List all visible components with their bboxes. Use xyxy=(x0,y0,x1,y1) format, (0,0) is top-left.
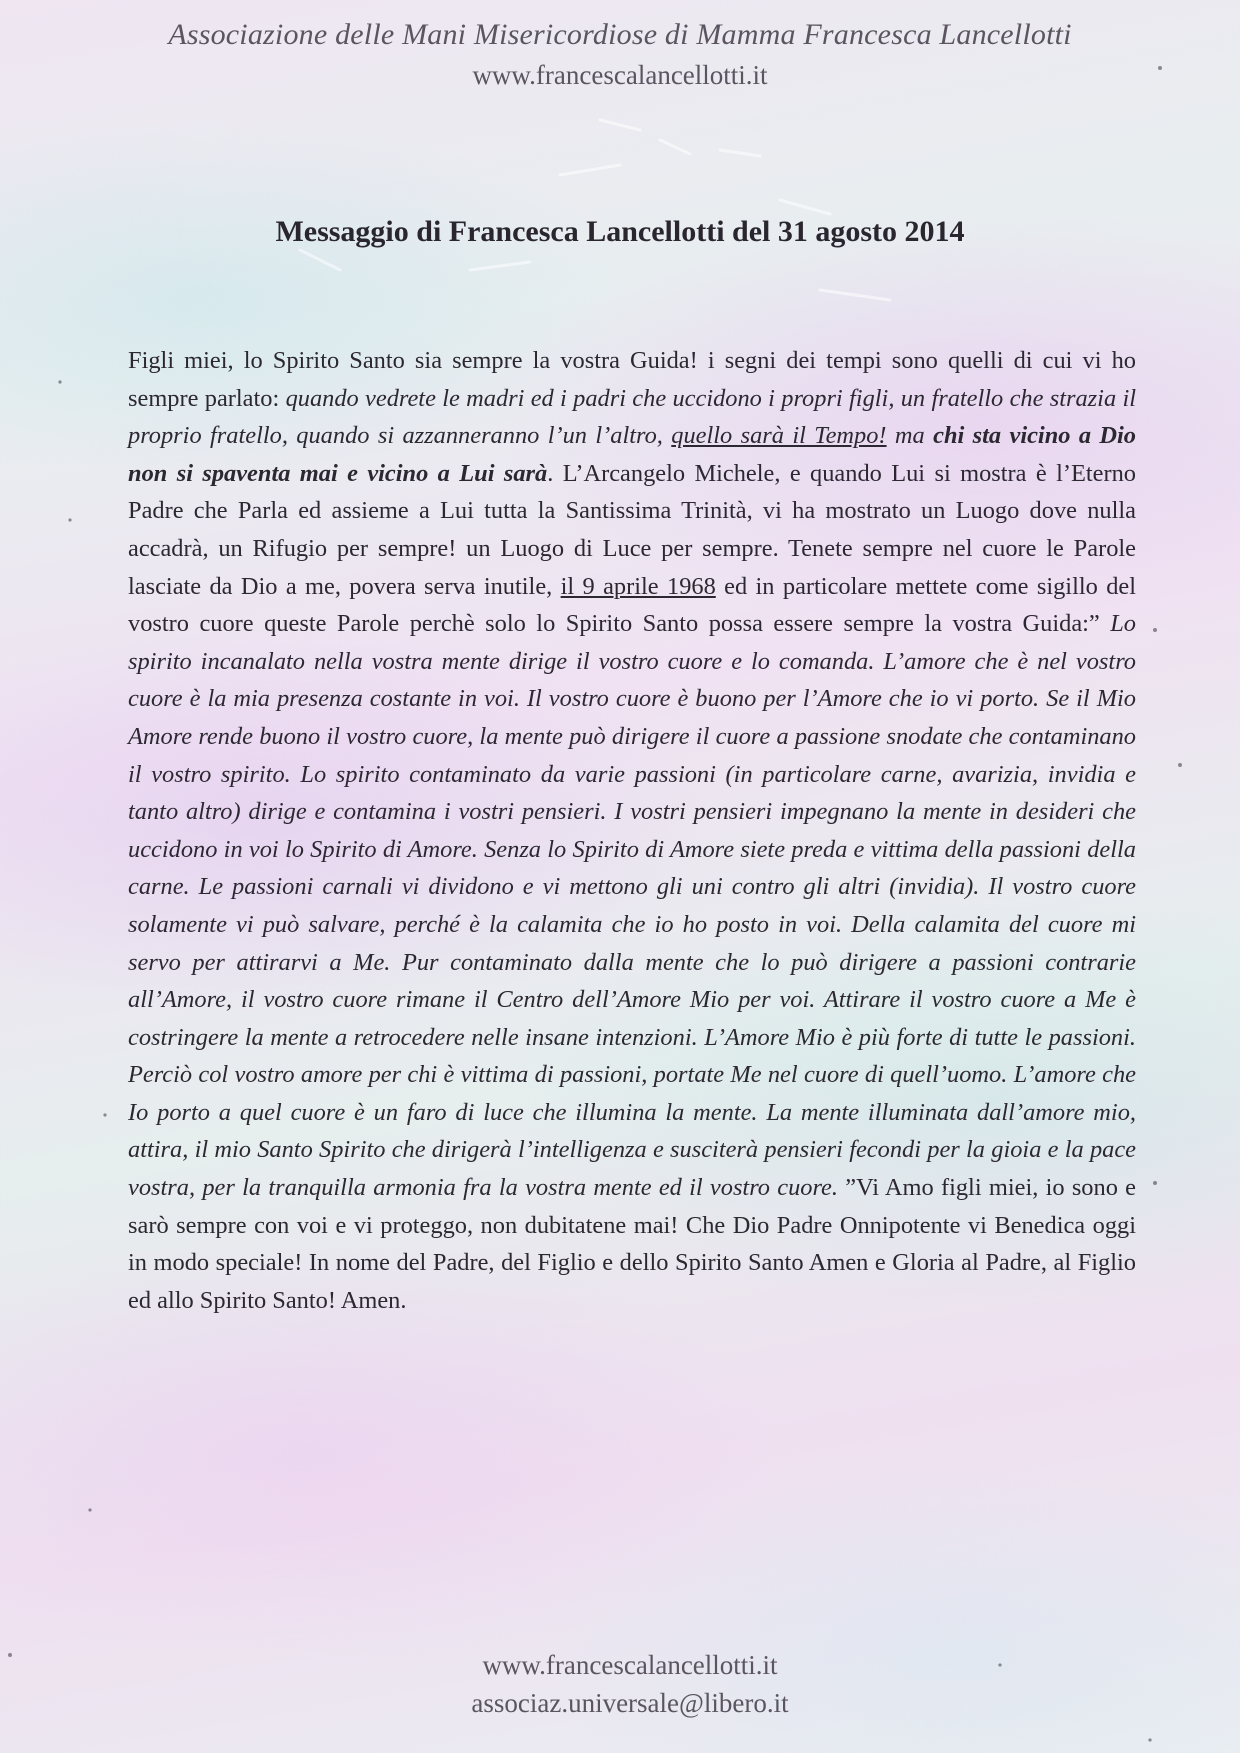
footer-email: associaz.universale@libero.it xyxy=(471,1688,789,1718)
message-segment: Figli miei, lo Spirito Santo sia sempre la vostra Guida! i segni dei tempi sono quelli di cui vi ho sempre parlato: xyxy=(128,347,1136,412)
message-title: Messaggio di Francesca Lancellotti del 31 agosto 2014 xyxy=(275,215,965,248)
header-website: www.francescalancellotti.it xyxy=(472,60,768,90)
message-segment: . L’Arcangelo Michele, e quando Lui si mostra è l’Eterno Padre che Parla ed assieme a Lui tutta la Santissima Trinità, vi ha mostrato un Luogo dove nulla accadrà, un Rifugio per sempre! un Luogo di Luce per sempre. Tenete sempre nel cuore le Parole lasciate da Dio a me, povera serva inutile, xyxy=(128,459,1136,600)
message-date-underlined: il 9 aprile 1968 xyxy=(560,572,716,600)
message-segment: ed in particolare mettete come sigillo del vostro cuore queste Parole perchè solo lo Spirito Santo possa essere sempre la vostra Guida:” xyxy=(128,572,1136,638)
message-segment-underlined: quello sarà il Tempo! xyxy=(671,422,887,450)
message-segment-italic: ma xyxy=(886,422,934,450)
quoted-words-italic: Lo spirito incanalato nella vostra mente dirige il vostro cuore e lo comanda. L’amore che è nel vostro cuore è la mia presenza costante in voi. Il vostro cuore è buono per l’Amore che io vi porto. Se il Mio Amore rende buono il vostro cuore, la mente può dirigere il cuore a passione snodate che contaminano il vostro spirito. Lo spirito contaminato da varie passioni (in particolare carne, avarizia, invidia e tanto altro) dirige e contamina i vostri pensieri. I vostri pensieri impegnano la mente in desideri che uccidono in voi lo Spirito di Amore. Senza lo Spirito di Amore siete preda e vittima della passioni della carne. Le passioni carnali vi dividono e vi mettono gli uni contro gli altri (invidia). Il vostro cuore solamente vi può salvare, perché è la calamita che io ho posto in voi. Della calamita del cuore mi servo per attirarvi a Me. Pur contaminato dalla mente che lo può dirigere a passioni contrarie all’Amore, il vostro cuore rimane il Centro dell’Amore Mio per voi. Attirare il vostro cuore a Me è costringere la mente a retrocedere nelle insane intenzioni. L’Amore Mio è più forte di tutte le passioni. Perciò col vostro amore per chi è vittima di passioni, portate Me nel cuore di quell’uomo. L’amore che Io porto a quel cuore è un faro di luce che illumina la mente. La mente illuminata dall’amore mio, attira, il mio Santo Spirito che dirigerà l’intelligenza e susciterà pensieri fecondi per la gioia e la pace vostra, per la tranquilla armonia fra la vostra mente ed il vostro cuore. xyxy=(128,610,1136,1202)
message-segment-bold: chi sta vicino a Dio non si spaventa mai e vicino a Lui sarà xyxy=(128,422,1136,487)
association-name: Associazione delle Mani Misericordiose di Mamma Francesca Lancellotti xyxy=(168,18,1072,51)
footer-website: www.francescalancellotti.it xyxy=(482,1650,778,1680)
message-closing: ”Vi Amo figli miei, io sono e sarò sempre con voi e vi proteggo, non dubitatene mai! Che Dio Padre Onnipotente vi Benedica oggi in modo speciale! In nome del Padre, del Figlio e dello Spirito Santo Amen e Gloria al Padre, al Figlio ed allo Spirito Santo! Amen. xyxy=(128,1174,1136,1314)
message-body xyxy=(128,342,1136,1319)
message-segment-italic: quando vedrete le madri ed i padri che uccidono i propri figli, un fratello che strazia il proprio fratello, quando si azzanneranno l’un l’altro, xyxy=(128,384,1137,450)
